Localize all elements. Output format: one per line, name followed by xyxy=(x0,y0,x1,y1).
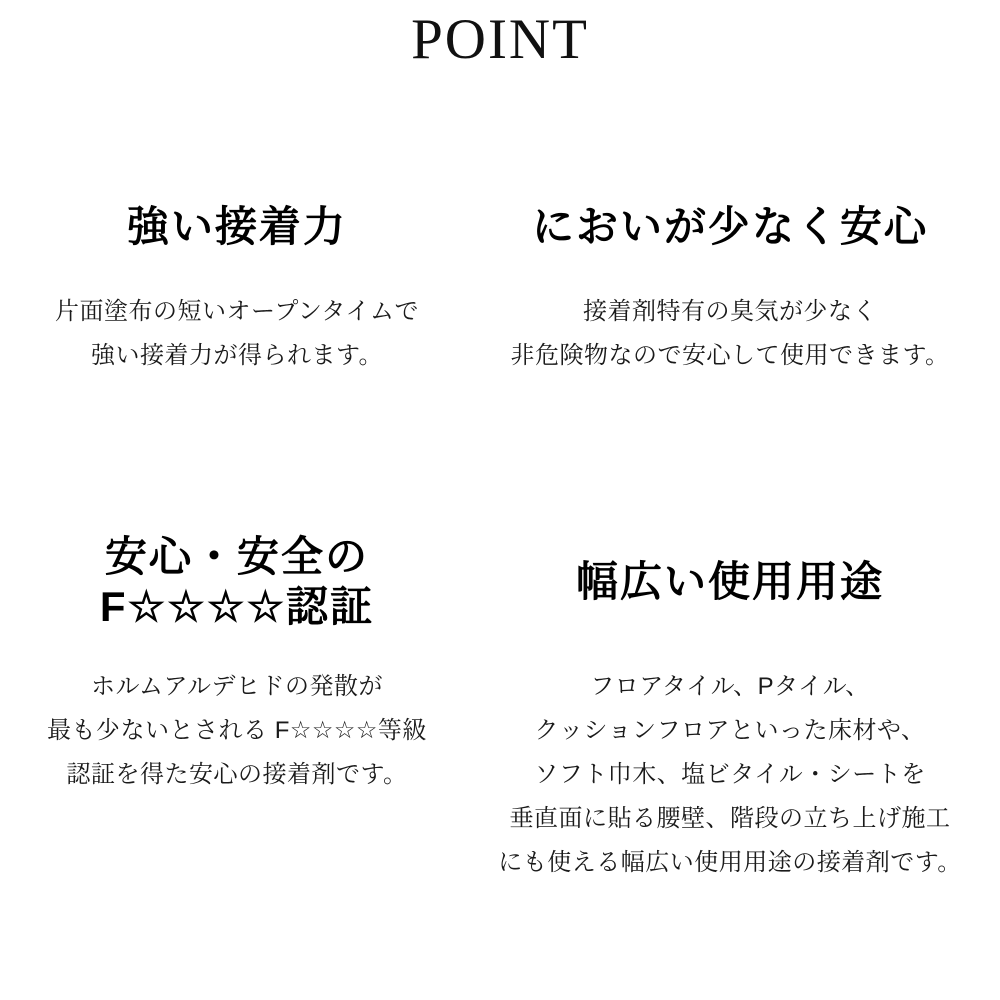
feature-section-wide-usage xyxy=(480,532,980,885)
body-line: 接着剤特有の臭気が少なく xyxy=(583,298,877,325)
heading-line: 安心・安全の xyxy=(104,533,369,580)
body-line: 片面塗布の短いオープンタイムで xyxy=(55,298,419,325)
body-line: 最も少ないとされる F☆☆☆☆等級 xyxy=(47,717,427,744)
section-body xyxy=(480,665,980,885)
body-line: 非危険物なので安心して使用できます。 xyxy=(510,342,950,369)
heading-line: においが少なく安心 xyxy=(531,203,928,250)
body-line: 強い接着力が得られます。 xyxy=(90,342,384,369)
page-title: POINT xyxy=(411,8,589,71)
heading-line: 強い接着力 xyxy=(126,203,347,250)
heading-line: 幅広い使用用途 xyxy=(575,558,884,605)
feature-section-low-odor xyxy=(480,202,980,378)
heading-line: F☆☆☆☆認証 xyxy=(99,583,375,630)
body-line: 認証を得た安心の接着剤です。 xyxy=(66,761,408,788)
feature-section-strong-adhesion xyxy=(0,202,474,378)
body-line: クッションフロアといった床材や、 xyxy=(534,717,926,744)
section-heading xyxy=(0,202,474,252)
body-line: フロアタイル、Pタイル、 xyxy=(590,673,870,700)
section-body xyxy=(0,665,474,797)
body-line: にも使える幅広い使用用途の接着剤です。 xyxy=(498,849,962,876)
body-line: ソフト巾木、塩ビタイル・シートを xyxy=(534,761,926,788)
section-body xyxy=(480,290,980,378)
section-body xyxy=(0,290,474,378)
body-line: ホルムアルデヒドの発散が xyxy=(90,673,384,700)
feature-section-f4star-certification xyxy=(0,532,474,797)
body-line: 垂直面に貼る腰壁、階段の立ち上げ施工 xyxy=(509,805,951,832)
section-heading xyxy=(480,202,980,252)
section-heading xyxy=(480,532,980,632)
section-heading xyxy=(0,532,474,632)
